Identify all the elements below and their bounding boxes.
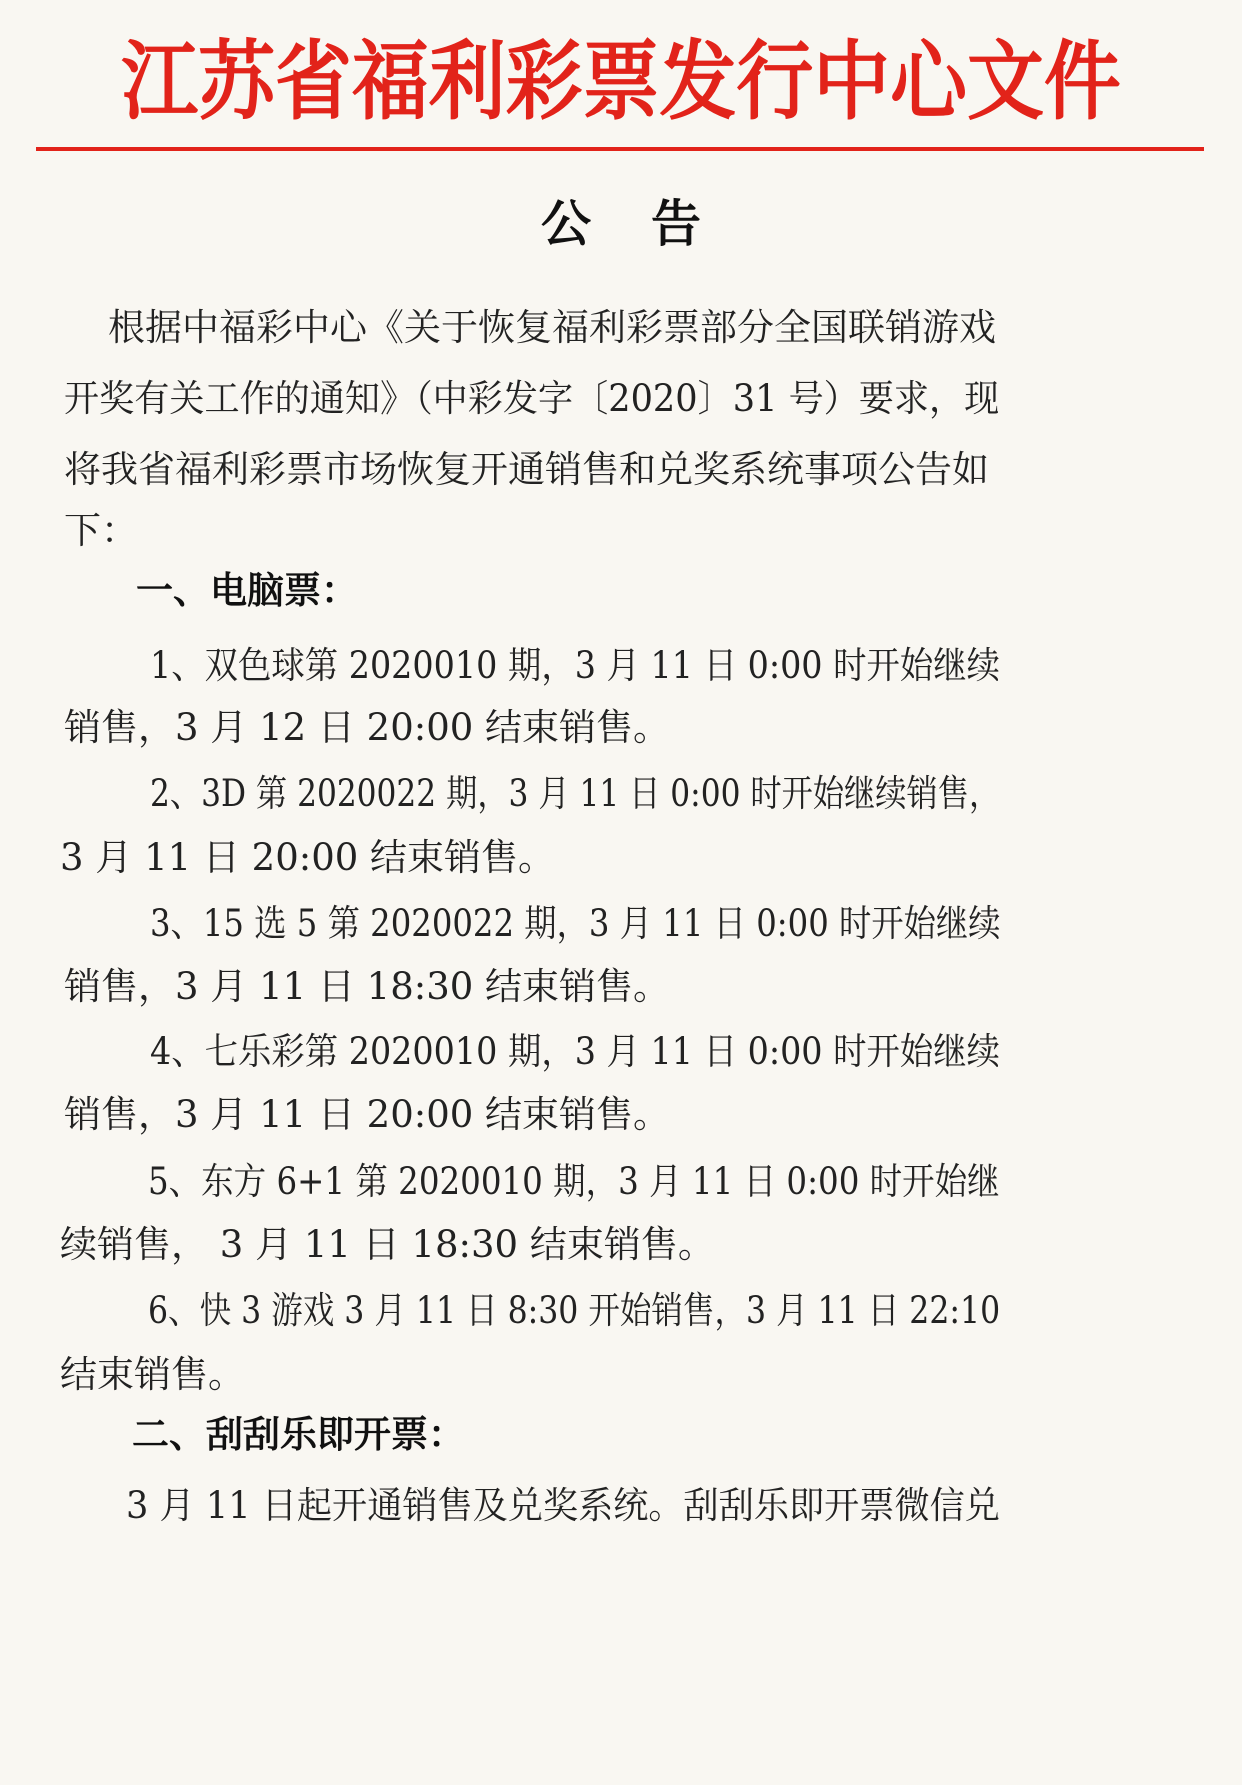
list-item-line: 销售，3 月 11 日 18:30 结束销售。 — [64, 965, 671, 1008]
list-item-line: 5、东方 6+1 第 2020010 期，3 月 11 日 0:00 时开始继 — [148, 1160, 1000, 1203]
list-item-line: 3 月 11 日 20:00 结束销售。 — [60, 836, 556, 879]
list-item-line: 销售，3 月 12 日 20:00 结束销售。 — [64, 706, 671, 749]
section-heading-computer-tickets: 一、电脑票： — [136, 569, 358, 612]
document-header-title: 江苏省福利彩票发行中心文件 — [121, 32, 1121, 132]
list-item-line: 6、快 3 游戏 3 月 11 日 8:30 开始销售，3 月 11 日 22:10 — [148, 1289, 1001, 1332]
intro-line: 下： — [64, 509, 138, 552]
list-item-line: 4、七乐彩第 2020010 期，3 月 11 日 0:00 时开始继续 — [150, 1030, 1001, 1073]
list-item-line: 销售，3 月 11 日 20:00 结束销售。 — [64, 1093, 671, 1136]
intro-line: 将我省福利彩票市场恢复开通销售和兑奖系统事项公告如 — [64, 448, 989, 491]
header-red-rule — [36, 147, 1204, 151]
document-type-title: 公告 — [541, 195, 761, 253]
list-item-line: 续销售， 3 月 11 日 18:30 结束销售。 — [60, 1223, 715, 1266]
list-item-line: 3、15 选 5 第 2020022 期，3 月 11 日 0:00 时开始继续 — [150, 902, 1001, 945]
list-item-line: 1、双色球第 2020010 期，3 月 11 日 0:00 时开始继续 — [150, 644, 1001, 687]
list-item-line: 结束销售。 — [60, 1353, 245, 1396]
section2-line: 3 月 11 日起开通销售及兑奖系统。刮刮乐即开票微信兑 — [126, 1484, 1000, 1527]
intro-line: 根据中福彩中心《关于恢复福利彩票部分全国联销游戏 — [108, 306, 996, 349]
section-heading-scratch-tickets: 二、刮刮乐即开票： — [132, 1413, 465, 1456]
intro-line: 开奖有关工作的通知》（中彩发字〔2020〕31 号）要求，现 — [64, 377, 1000, 420]
list-item-line: 2、3D 第 2020022 期，3 月 11 日 0:00 时开始继续销售， — [150, 772, 1001, 815]
